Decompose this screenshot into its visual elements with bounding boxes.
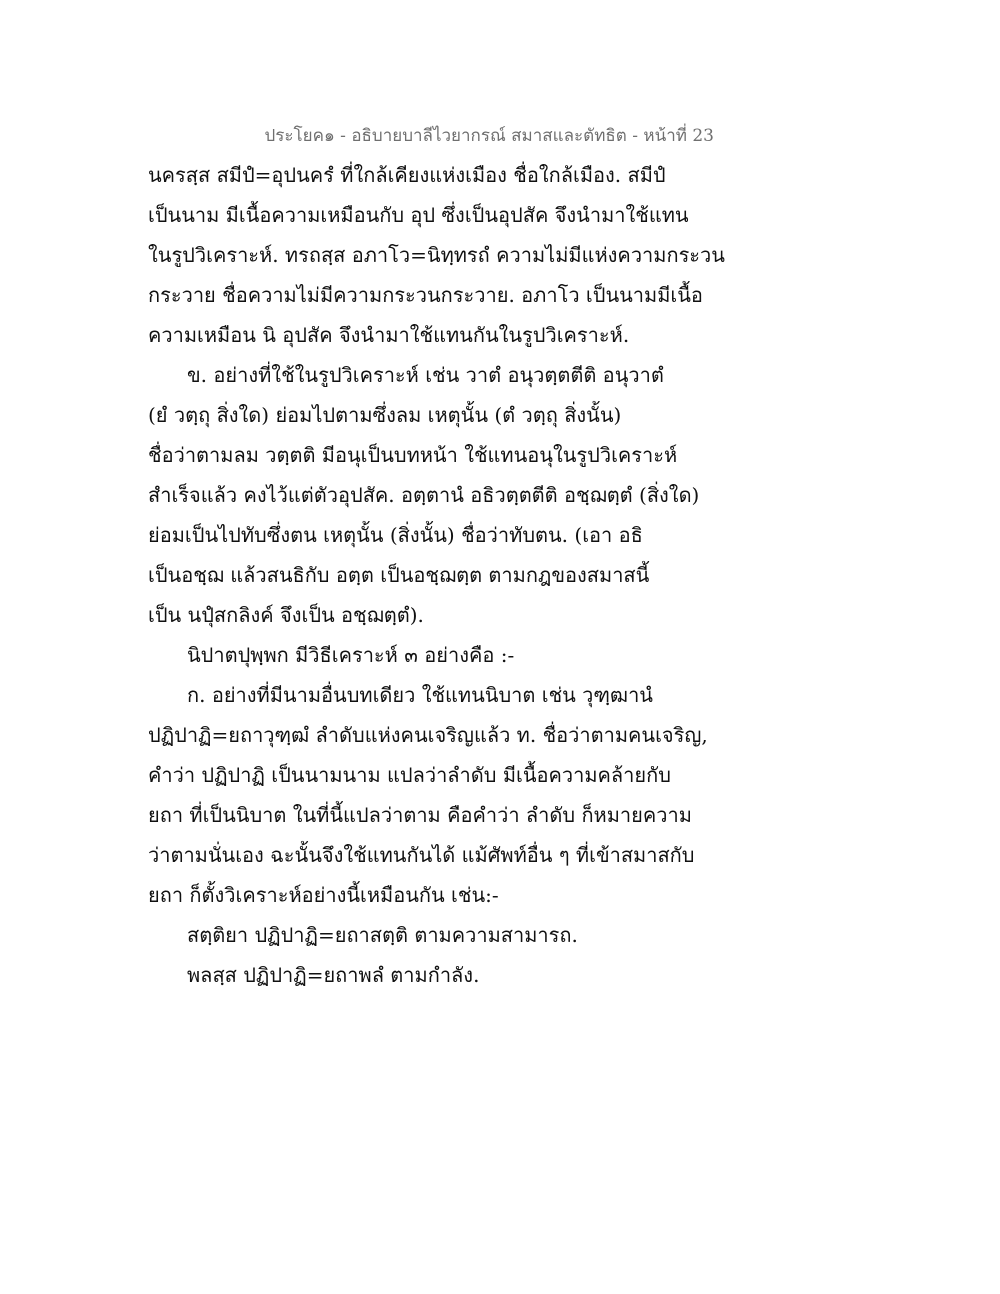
- text-line: (ยํ วตฺถุ สิ่งใด) ย่อมไปตามซึ่งลม เหตุนั้น (ตํ วตฺถุ สิ่งนั้น): [148, 403, 622, 427]
- text-line: ว่าตามนั่นเอง ฉะนั้นจึงใช้แทนกันได้ แม้ศัพท์อื่น ๆ ที่เข้าสมาสกับ: [148, 843, 695, 867]
- text-line: กระวาย ชื่อความไม่มีความกระวนกระวาย. อภาโว เป็นนามมีเนื้อ: [148, 283, 703, 307]
- text-line: ข. อย่างที่ใช้ในรูปวิเคราะห์ เช่น วาตํ อนุวตฺตตีติ อนุวาตํ: [187, 363, 664, 387]
- text-line: สำเร็จแล้ว คงไว้แต่ตัวอุปสัค. อตฺตานํ อธิวตฺตตีติ อชฺฌตฺตํ (สิ่งใด): [148, 483, 700, 507]
- running-header: ประโยค๑ - อธิบายบาลีไวยากรณ์ สมาสและตัทธิต - หน้าที่ 23: [264, 126, 714, 146]
- text-line: ยถา ที่เป็นนิบาต ในที่นี้แปลว่าตาม คือคำว่า ลำดับ ก็หมายความ: [148, 803, 692, 827]
- text-line: พลสฺส ปฏิปาฏิ=ยถาพลํ ตามกำลัง.: [187, 963, 480, 987]
- text-line: เป็นอชฺฌ แล้วสนธิกับ อตฺต เป็นอชฺฌตฺต ตามกฎของสมาสนี้: [148, 563, 650, 587]
- text-line: ชื่อว่าตามลม วตฺตติ มีอนุเป็นบทหน้า ใช้แทนอนุในรูปวิเคราะห์: [148, 443, 678, 467]
- text-line: สตฺติยา ปฏิปาฏิ=ยถาสตฺติ ตามความสามารถ.: [187, 923, 578, 947]
- text-line: ความเหมือน นิ อุปสัค จึงนำมาใช้แทนกันในรูปวิเคราะห์.: [148, 323, 630, 347]
- text-line: ในรูปวิเคราะห์. ทรถสฺส อภาโว=นิทฺทรถํ ความไม่มีแห่งความกระวน: [148, 243, 725, 267]
- text-line: นิปาตปุพฺพก มีวิธีเคราะห์ ๓ อย่างคือ :-: [187, 643, 515, 667]
- text-line: คำว่า ปฏิปาฏิ เป็นนามนาม แปลว่าลำดับ มีเนื้อความคล้ายกับ: [148, 763, 671, 787]
- text-line: นครสฺส สมีปํ=อุปนครํ ที่ใกล้เคียงแห่งเมือง ชื่อใกล้เมือง. สมีปํ: [148, 163, 666, 187]
- body-text: [148, 155, 748, 995]
- text-line: ยถา ก็ตั้งวิเคราะห์อย่างนี้เหมือนกัน เช่น:-: [148, 883, 499, 907]
- text-line: เป็น นปุํสกลิงค์ จึงเป็น อชฺฌตฺตํ).: [148, 603, 424, 627]
- text-line: ก. อย่างที่มีนามอื่นบทเดียว ใช้แทนนิบาต เช่น วุฑฺฒานํ: [187, 683, 653, 707]
- text-line: ย่อมเป็นไปทับซึ่งตน เหตุนั้น (สิ่งนั้น) ชื่อว่าทับตน. (เอา อธิ: [148, 523, 643, 547]
- text-line: เป็นนาม มีเนื้อความเหมือนกับ อุป ซึ่งเป็นอุปสัค จึงนำมาใช้แทน: [148, 203, 689, 227]
- text-line: ปฏิปาฏิ=ยถาวุฑฺฒํ ลำดับแห่งคนเจริญแล้ว ท. ชื่อว่าตามคนเจริญ,: [148, 723, 708, 747]
